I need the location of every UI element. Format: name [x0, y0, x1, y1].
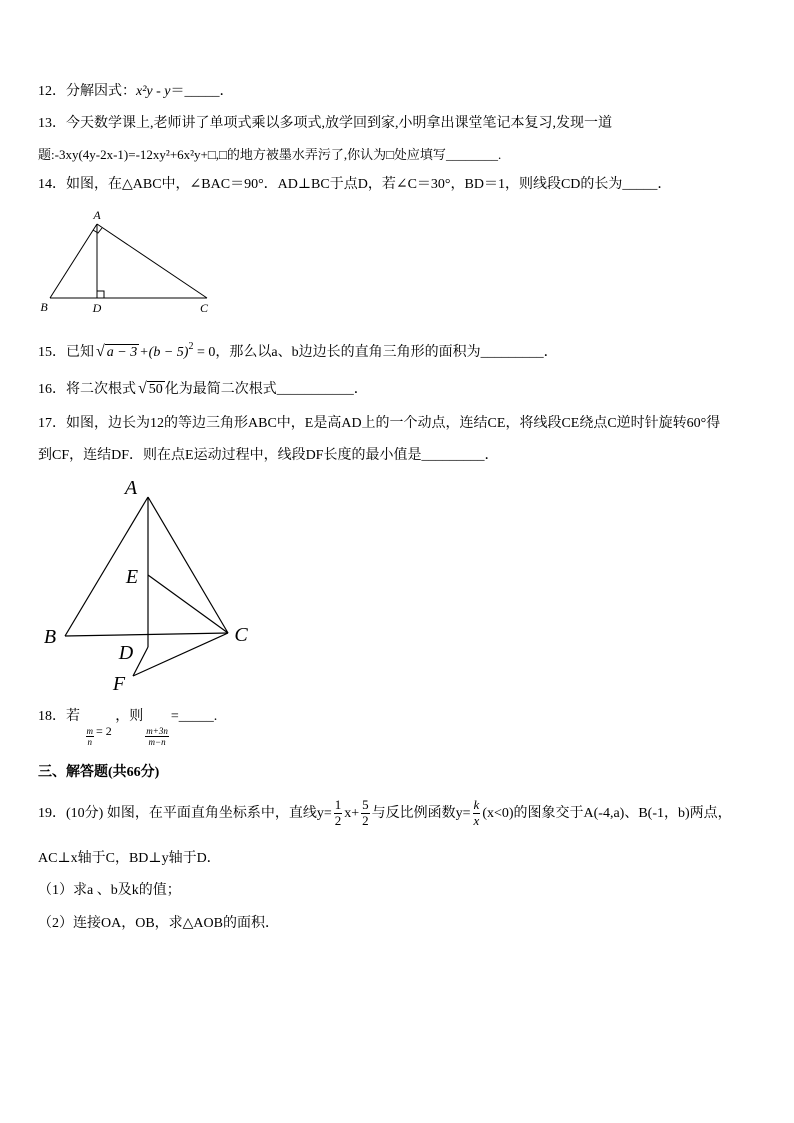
radicand: a − 3: [106, 345, 138, 360]
numerator: k: [473, 797, 480, 813]
label-A: A: [124, 478, 138, 499]
denominator: x: [473, 813, 480, 829]
label-D: D: [118, 642, 134, 664]
label-B: B: [40, 300, 48, 314]
math-term: +(b − 5): [139, 345, 189, 360]
punctuation: ．: [219, 84, 234, 99]
numerator: 1: [334, 797, 342, 813]
punctuation: ．: [353, 382, 368, 397]
segment-AC: [148, 497, 228, 633]
punctuation: .: [497, 147, 502, 162]
segment-AC: [97, 224, 207, 298]
question-text: 14．如图，在△ABC中，∠BAC＝90°．AD⊥BC于点D，若∠C＝30°，BD＝1，则线段CD的长为: [38, 177, 623, 192]
label-A: A: [93, 208, 101, 222]
equals-sign: ＝: [170, 84, 185, 99]
question-15: [38, 337, 558, 363]
radical-sign: √: [138, 380, 147, 397]
question-text: 题:-3xy(4y-2x-1)=-12xy²+6x²y+□,□的地方被墨水弄污了,你认为□处应填写: [38, 147, 446, 162]
segment-EC: [148, 575, 228, 633]
label-F: F: [112, 673, 126, 695]
answer-blank: _____: [178, 709, 214, 724]
question-12: [38, 82, 234, 102]
label-E: E: [125, 566, 139, 588]
answer-blank: _________: [421, 448, 485, 463]
segment-BC: [65, 633, 228, 636]
label-C: C: [234, 624, 248, 646]
figure-right-triangle: [30, 205, 220, 317]
question-18: [38, 706, 217, 748]
punctuation: ．: [657, 177, 672, 192]
question-text: （2）连接OA，OB，求△AOB的面积．: [38, 916, 279, 931]
math-term: x+: [344, 806, 360, 821]
segment-AB: [50, 224, 97, 298]
fraction-k-over-x: [473, 798, 481, 829]
equals-sign: =: [170, 709, 179, 724]
question-text: 化为最简二次根式: [164, 382, 277, 397]
section-heading: [38, 763, 159, 783]
question-19-part-1: [38, 881, 181, 901]
punctuation: ．: [484, 448, 499, 463]
label-C: C: [199, 301, 209, 315]
question-16: [38, 379, 368, 400]
numerator: 5: [362, 797, 369, 813]
question-text: AC⊥x轴于C，BD⊥y轴于D．: [38, 851, 221, 866]
question-text: 分解因式：: [66, 84, 136, 99]
label-D: D: [92, 301, 102, 315]
fraction-one-half: [334, 798, 343, 829]
answer-blank: ________: [445, 147, 498, 162]
fraction-five-halves: [361, 798, 370, 829]
question-14: [38, 175, 671, 195]
question-text: ，则: [115, 709, 144, 724]
denominator: 2: [334, 813, 342, 829]
equals-zero: = 0: [193, 345, 216, 360]
question-13-line-2: [38, 145, 501, 165]
question-text: 15．已知: [38, 345, 94, 360]
exponent: 2: [188, 341, 194, 352]
numerator: m: [86, 726, 93, 736]
punctuation: ．: [543, 345, 558, 360]
question-text: （1）求a 、b及k的值；: [38, 883, 181, 898]
question-text: 与反比例函数y=: [371, 806, 471, 821]
denominator: m−n: [148, 737, 166, 748]
question-text: ，那么以a、b边边长的直角三角形的面积为: [215, 345, 481, 360]
radical-sign: √: [96, 343, 105, 360]
question-17-line-1: [38, 414, 720, 434]
question-text: 17．如图，边长为12的等边三角形ABC中，E是高AD上的一个动点，连结CE，将线段CE绕点C逆时针旋转60°得: [38, 416, 721, 431]
answer-blank: ___________: [276, 382, 354, 397]
numerator: m+3n: [146, 726, 168, 736]
punctuation: .: [213, 709, 218, 724]
answer-blank: _____: [184, 84, 220, 99]
fraction-m-over-n: [86, 726, 95, 748]
denominator: n: [87, 737, 92, 748]
math-expression: x²y - y: [136, 84, 171, 99]
section-title: 三、解答题(共66分): [38, 765, 160, 780]
question-number: 12．: [38, 84, 66, 99]
question-19-line-2: [38, 849, 221, 869]
denominator: 2: [362, 813, 369, 829]
question-19-part-2: [38, 914, 279, 934]
question-text: 到CF，连结DF．则在点E运动过程中，线段DF长度的最小值是: [38, 448, 422, 463]
equals-two: = 2: [96, 724, 112, 738]
question-17-line-2: [38, 446, 498, 466]
figure-equilateral-triangle: [38, 478, 253, 698]
question-13-line-1: [38, 114, 612, 134]
label-B: B: [43, 626, 57, 648]
right-angle-mark-D: [97, 291, 104, 298]
question-text: 13．今天数学课上,老师讲了单项式乘以多项式,放学回到家,小明拿出课堂笔记本复习,发现一道: [38, 116, 612, 131]
question-text: 19．(10分) 如图，在平面直角坐标系中，直线y=: [38, 806, 332, 821]
question-text: (x<0)的图象交于A(-4,a)、B(-1，b)两点，: [482, 806, 732, 821]
fraction-expression: [145, 726, 169, 748]
answer-blank: _____: [622, 177, 658, 192]
radicand: 50: [148, 382, 163, 397]
segment-DF: [133, 647, 148, 676]
segment-CF: [133, 633, 228, 676]
question-19-line-1: [38, 795, 732, 833]
answer-blank: _________: [480, 345, 544, 360]
question-text: 16．将二次根式: [38, 382, 136, 397]
question-text: 18．若: [38, 709, 80, 724]
